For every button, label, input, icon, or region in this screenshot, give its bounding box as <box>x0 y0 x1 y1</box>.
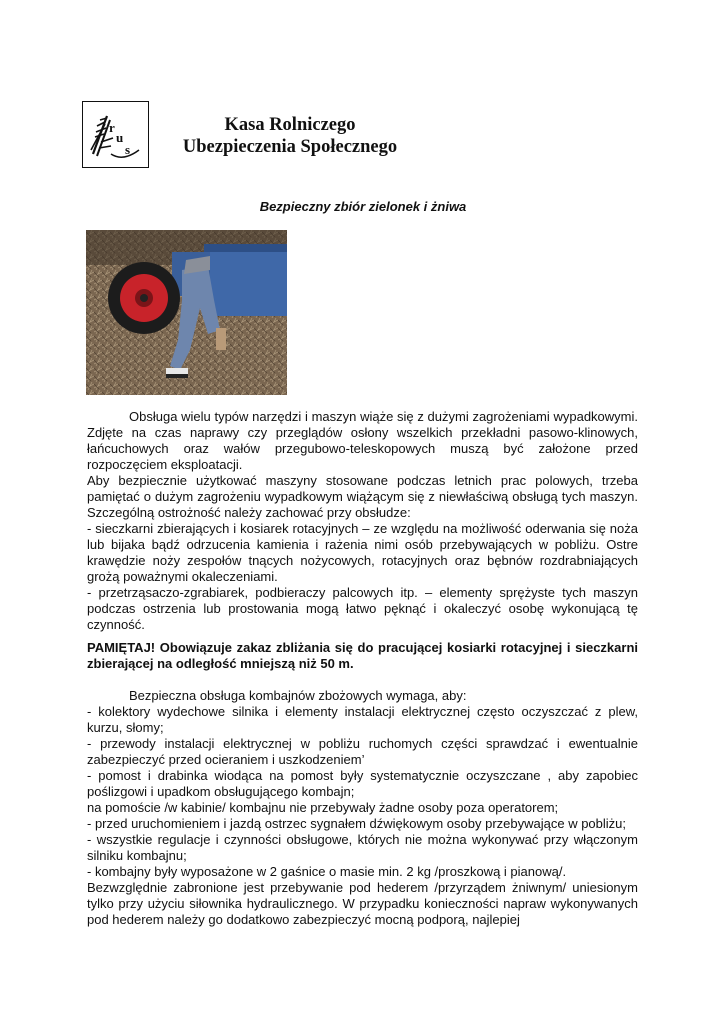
list-item: - przewody instalacji elektrycznej w pobliżu ruchomych części sprawdzać i ewentualnie zabezpieczyć przed ocieraniem i uszkodzeniem’ <box>87 736 638 767</box>
warning-notice <box>87 640 638 672</box>
list-item: - kombajny były wyposażone w 2 gaśnice o masie min. 2 kg /proszkową i pianową/. <box>87 864 567 879</box>
list-item: - wszystkie regulacje i czynności obsługowe, których nie można wykonywać przy włączonym silniku kombajnu; <box>87 832 638 863</box>
list-item: - przed uruchomieniem i jazdą ostrzec sygnałem dźwiękowym osoby przebywające w pobliżu; <box>87 816 627 831</box>
paragraph: Obsługa wielu typów narzędzi i maszyn wiąże się z dużymi zagrożeniami wypadkowymi. Zdjęte na czas naprawy czy przeglądów osłony wszelkich przekładni pasowo-klinowych, łańcuchowych oraz wałów przegubowo-teleskopowych muszą być założone przed rozpoczęciem eksploatacji. <box>87 409 638 472</box>
document-title: Bezpieczny zbiór zielonek i żniwa <box>259 199 467 214</box>
list-item: - sieczkarni zbierających i kosiarek rotacyjnych – ze względu na możliwość oderwania się noża lub bijaka bądź odrzucenia kamienia i rażenia nimi osób przebywających w pobliżu. Ostre krawędzie noży zespołów tnących nożycowych, rotacyjnych oraz bębnów rozdrabniających grożą poważnymi okaleczeniami. <box>87 521 638 584</box>
org-line-1: Kasa Rolniczego <box>224 115 356 135</box>
document-title-row <box>0 199 724 214</box>
section-combine-safety <box>87 688 638 928</box>
list-item: - przetrząsaczo-zgrabiarek, podbieraczy palcowych itp. – elementy sprężyste tych maszyn podczas ostrzenia lub prostowania mogą łatwo pęknąć i okaleczyć osobę wykonującą tę czynność. <box>87 585 638 632</box>
paragraph: Bezwzględnie zabronione jest przebywanie pod hederem /przyrządem żniwnym/ uniesionym tylko przy użyciu siłownika hydraulicznego. W przypadku konieczności napraw wykonywanych pod hederem należy go dodatkowo zabezpieczyć mocną podporą, najlepiej <box>87 880 638 927</box>
paragraph: Aby bezpiecznie użytkować maszyny stosowane podczas letnich prac polowych, trzeba pamiętać o dużym zagrożeniu wypadkowym wiążącym się z niewłaściwą obsługą tych maszyn. Szczególną ostrożność należy zachować przy obsłudze: <box>87 473 638 520</box>
krus-logo-graphic <box>83 102 147 166</box>
accident-photo <box>86 230 287 395</box>
svg-text:s: s <box>125 142 131 157</box>
photo-scene <box>86 230 287 395</box>
krus-logo <box>82 101 149 168</box>
svg-text:u: u <box>116 130 124 145</box>
warning-text: PAMIĘTAJ! Obowiązuje zakaz zbliżania się do pracującej kosiarki rotacyjnej i sieczkarni zbierającej na odległość mniejszą niż 50 m. <box>87 640 638 671</box>
list-item: - kolektory wydechowe silnika i elementy instalacji elektrycznej często oczyszczać z plew, kurzu, słomy; <box>87 704 638 735</box>
svg-text:r: r <box>109 120 115 135</box>
list-item: na pomoście /w kabinie/ kombajnu nie przebywały żadne osoby poza operatorem; <box>87 800 559 815</box>
paragraph: Bezpieczna obsługa kombajnów zbożowych wymaga, aby: <box>129 688 467 703</box>
list-item: - pomost i drabinka wiodąca na pomost były systematycznie oczyszczane , aby zapobiec poślizgowi i upadkom obsługującego kombajn; <box>87 768 638 799</box>
organization-name <box>160 114 420 158</box>
org-line-2: Ubezpieczenia Społecznego <box>182 137 398 157</box>
section-machine-safety <box>87 409 638 633</box>
